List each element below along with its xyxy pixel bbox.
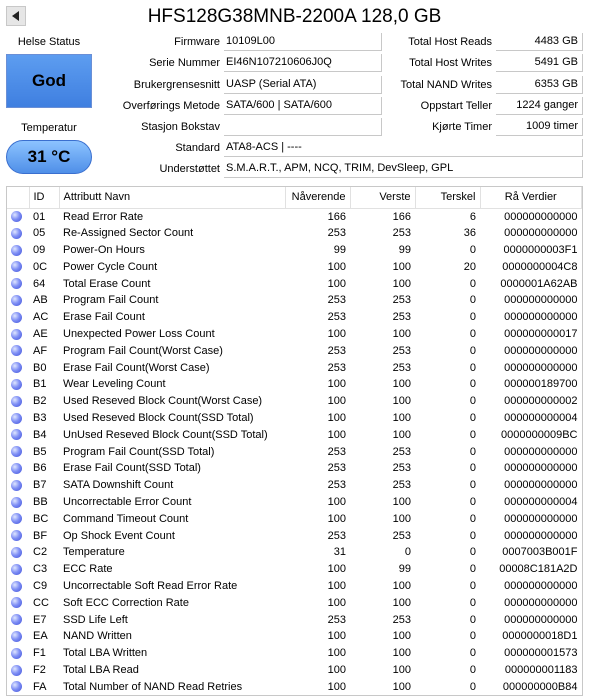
attribute-worst: 100 <box>392 378 411 391</box>
status-good-icon <box>11 295 22 306</box>
attribute-name: Program Fail Count(SSD Total) <box>63 445 215 458</box>
attribute-status-cell <box>7 225 29 242</box>
table-row[interactable] <box>7 611 582 628</box>
table-row[interactable] <box>7 628 582 645</box>
table-row[interactable] <box>7 443 582 460</box>
serial-number-label: Serie Nummer <box>149 57 220 69</box>
status-good-icon <box>11 379 22 390</box>
attribute-threshold: 0 <box>469 344 476 357</box>
attribute-current: 253 <box>327 462 346 475</box>
attribute-threshold: 0 <box>469 579 476 592</box>
attribute-worst: 100 <box>392 663 411 676</box>
attribute-status-cell <box>7 376 29 393</box>
attribute-status-cell <box>7 258 29 275</box>
status-good-icon <box>11 329 22 340</box>
attribute-raw-value: 000000000000 <box>504 227 578 240</box>
attribute-raw-value: 000000000000 <box>504 579 578 592</box>
table-row[interactable] <box>7 477 582 494</box>
attribute-current: 253 <box>327 294 346 307</box>
attribute-current: 100 <box>327 378 346 391</box>
table-row[interactable] <box>7 258 582 275</box>
attribute-threshold: 0 <box>469 378 476 391</box>
drive-title: HFS128G38MNB-2200A 128,0 GB <box>147 6 442 27</box>
attribute-worst: 166 <box>392 210 411 223</box>
total-host-writes-label: Total Host Writes <box>409 57 492 69</box>
attribute-id: 05 <box>33 227 46 240</box>
status-good-icon <box>11 463 22 474</box>
attribute-worst: 100 <box>392 680 411 693</box>
attribute-name: Op Shock Event Count <box>63 529 175 542</box>
attribute-worst: 100 <box>392 512 411 525</box>
attribute-id: EA <box>33 630 48 643</box>
attribute-current: 31 <box>333 546 346 559</box>
table-row[interactable] <box>7 410 582 427</box>
attribute-worst: 100 <box>392 327 411 340</box>
attribute-threshold: 0 <box>469 479 476 492</box>
attribute-status-cell <box>7 544 29 561</box>
attribute-current: 166 <box>327 210 346 223</box>
attribute-current: 100 <box>327 428 346 441</box>
table-row[interactable] <box>7 645 582 662</box>
attribute-id: C2 <box>33 546 48 559</box>
attribute-name: Total LBA Read <box>63 663 139 676</box>
status-good-icon <box>11 564 22 575</box>
attribute-threshold: 0 <box>469 563 476 576</box>
attribute-worst: 100 <box>392 630 411 643</box>
attribute-worst: 253 <box>392 613 411 626</box>
attribute-threshold: 0 <box>469 411 476 424</box>
attribute-id: C9 <box>33 579 48 592</box>
attribute-status-cell <box>7 460 29 477</box>
attribute-current: 100 <box>327 512 346 525</box>
table-row[interactable] <box>7 309 582 326</box>
attribute-worst: 100 <box>392 596 411 609</box>
drive-letter-field <box>224 118 382 136</box>
attribute-status-cell <box>7 208 29 225</box>
attribute-current: 99 <box>333 243 346 256</box>
attribute-current: 100 <box>327 596 346 609</box>
attribute-threshold: 0 <box>469 243 476 256</box>
attribute-worst: 253 <box>392 294 411 307</box>
table-row[interactable] <box>7 426 582 443</box>
attribute-threshold: 0 <box>469 647 476 660</box>
table-header-row <box>7 187 582 208</box>
attribute-threshold: 0 <box>469 512 476 525</box>
health-status-label: Helse Status <box>17 36 81 48</box>
attribute-raw-value: 00008C181A2D <box>499 563 578 576</box>
attribute-threshold: 36 <box>463 227 476 240</box>
attribute-name: Program Fail Count(Worst Case) <box>63 344 223 357</box>
attribute-status-cell <box>7 578 29 595</box>
attribute-raw-value: 0000000003F1 <box>503 243 578 256</box>
attribute-raw-value: 0000000004C8 <box>502 260 578 273</box>
attribute-worst: 100 <box>392 495 411 508</box>
attribute-name: Total Erase Count <box>63 277 151 290</box>
attribute-worst: 253 <box>392 227 411 240</box>
attribute-id: C3 <box>33 563 48 576</box>
status-good-icon <box>11 681 22 692</box>
attribute-current: 253 <box>327 529 346 542</box>
attribute-raw-value: 0000001A62AB <box>500 277 578 290</box>
status-good-icon <box>11 228 22 239</box>
status-good-icon <box>11 261 22 272</box>
attribute-name: Command Timeout Count <box>63 512 189 525</box>
raw-values-column-header[interactable]: Rå Verdier <box>480 187 582 208</box>
status-good-icon <box>11 446 22 457</box>
attribute-worst: 100 <box>392 277 411 290</box>
attribute-name: Program Fail Count <box>63 294 159 307</box>
attribute-raw-value: 000000000000 <box>504 210 578 223</box>
status-good-icon <box>11 547 22 558</box>
attribute-id: B3 <box>33 411 47 424</box>
attribute-id: 64 <box>33 277 46 290</box>
status-good-icon <box>11 597 22 608</box>
attribute-worst: 253 <box>392 344 411 357</box>
total-host-writes-field: 5491 GB <box>496 54 583 72</box>
attribute-current: 100 <box>327 395 346 408</box>
worst-column-header[interactable]: Verste <box>350 187 415 208</box>
attribute-id: BB <box>33 495 48 508</box>
attribute-raw-value: 000000000000 <box>504 462 578 475</box>
power-on-hours-label: Kjørte Timer <box>432 121 492 133</box>
status-good-icon <box>11 631 22 642</box>
attribute-worst: 100 <box>392 395 411 408</box>
transfer-mode-field: SATA/600 | SATA/600 <box>224 97 382 115</box>
attribute-status-cell <box>7 426 29 443</box>
attribute-raw-value: 000000001573 <box>504 647 578 660</box>
attribute-current: 100 <box>327 411 346 424</box>
attribute-name: Total Number of NAND Read Retries <box>63 680 243 693</box>
attribute-name: Temperature <box>63 546 125 559</box>
attribute-raw-value: 000000000000 <box>504 311 578 324</box>
attribute-threshold: 0 <box>469 428 476 441</box>
status-good-icon <box>11 614 22 625</box>
attribute-status-cell <box>7 527 29 544</box>
attribute-name: ECC Rate <box>63 563 113 576</box>
attribute-current: 253 <box>327 344 346 357</box>
standard-field: ATA8-ACS | ---- <box>224 139 583 157</box>
attribute-id: BF <box>33 529 48 542</box>
attribute-id: B5 <box>33 445 47 458</box>
firmware-field: 10109L00 <box>224 33 382 51</box>
attribute-name: Uncorrectable Soft Read Error Rate <box>63 579 238 592</box>
attribute-threshold: 0 <box>469 529 476 542</box>
power-on-count-label: Oppstart Teller <box>420 100 492 112</box>
attribute-status-cell <box>7 393 29 410</box>
attribute-raw-value: 000000000004 <box>504 411 578 424</box>
attribute-worst: 100 <box>392 647 411 660</box>
attribute-status-cell <box>7 594 29 611</box>
attribute-threshold: 0 <box>469 462 476 475</box>
attribute-worst: 0 <box>404 546 411 559</box>
attribute-id: E7 <box>33 613 47 626</box>
attribute-current: 253 <box>327 445 346 458</box>
attribute-id: F2 <box>33 663 46 676</box>
status-good-icon <box>11 513 22 524</box>
status-good-icon <box>11 429 22 440</box>
table-row[interactable] <box>7 376 582 393</box>
status-good-icon <box>11 396 22 407</box>
attribute-name: Soft ECC Correction Rate <box>63 596 189 609</box>
table-row[interactable] <box>7 494 582 511</box>
attribute-status-cell <box>7 494 29 511</box>
features-field: S.M.A.R.T., APM, NCQ, TRIM, DevSleep, GPL <box>224 160 583 178</box>
attribute-raw-value: 000000000B84 <box>502 680 578 693</box>
attribute-id: AB <box>33 294 48 307</box>
attribute-worst: 253 <box>392 462 411 475</box>
attribute-name: Power-On Hours <box>63 243 145 256</box>
attribute-name: Total LBA Written <box>63 647 148 660</box>
attribute-worst: 100 <box>392 579 411 592</box>
table-row[interactable] <box>7 326 582 343</box>
attribute-id: 09 <box>33 243 46 256</box>
attribute-worst: 253 <box>392 361 411 374</box>
attribute-threshold: 0 <box>469 327 476 340</box>
health-status-badge[interactable]: God <box>6 54 92 108</box>
table-row[interactable] <box>7 275 582 292</box>
attribute-raw-value: 000000000000 <box>504 529 578 542</box>
attribute-current: 100 <box>327 327 346 340</box>
attribute-raw-value: 000000000000 <box>504 445 578 458</box>
attribute-id: 01 <box>33 210 46 223</box>
attribute-raw-value: 000000001183 <box>504 663 578 676</box>
attribute-threshold: 20 <box>463 260 476 273</box>
attribute-id: AE <box>33 327 48 340</box>
attribute-raw-value: 000000000000 <box>504 596 578 609</box>
table-row[interactable] <box>7 225 582 242</box>
status-good-icon <box>11 278 22 289</box>
total-nand-writes-label: Total NAND Writes <box>400 79 492 91</box>
attribute-threshold: 0 <box>469 495 476 508</box>
attribute-threshold: 0 <box>469 395 476 408</box>
status-good-icon <box>11 413 22 424</box>
attribute-worst: 100 <box>392 260 411 273</box>
attribute-threshold: 0 <box>469 546 476 559</box>
attribute-raw-value: 000000000017 <box>504 327 578 340</box>
attribute-raw-value: 000000000000 <box>504 344 578 357</box>
attribute-id: BC <box>33 512 49 525</box>
attribute-raw-value: 000000000002 <box>504 395 578 408</box>
attribute-current: 100 <box>327 563 346 576</box>
status-good-icon <box>11 345 22 356</box>
features-label: Understøttet <box>159 163 220 175</box>
status-good-icon <box>11 581 22 592</box>
attribute-name: Erase Fail Count(SSD Total) <box>63 462 201 475</box>
table-row[interactable] <box>7 527 582 544</box>
attribute-name: Re-Assigned Sector Count <box>63 227 194 240</box>
attribute-id: B6 <box>33 462 47 475</box>
attribute-current: 100 <box>327 680 346 693</box>
attribute-id: B4 <box>33 428 47 441</box>
attribute-threshold: 0 <box>469 311 476 324</box>
attribute-id: FA <box>33 680 47 693</box>
interface-field: UASP (Serial ATA) <box>224 76 382 94</box>
standard-label: Standard <box>175 142 220 154</box>
table-row[interactable] <box>7 678 582 695</box>
attribute-status-cell <box>7 342 29 359</box>
attribute-current: 100 <box>327 630 346 643</box>
attribute-id: F1 <box>33 647 46 660</box>
table-row[interactable] <box>7 561 582 578</box>
status-good-icon <box>11 530 22 541</box>
attribute-current: 253 <box>327 613 346 626</box>
attribute-raw-value: 0000000018D1 <box>502 630 578 643</box>
threshold-column-header[interactable]: Terskel <box>415 187 480 208</box>
attribute-threshold: 6 <box>469 210 476 223</box>
attribute-threshold: 0 <box>469 445 476 458</box>
attribute-current: 100 <box>327 495 346 508</box>
attribute-status-cell <box>7 309 29 326</box>
attribute-raw-value: 000000000000 <box>504 613 578 626</box>
total-host-reads-label: Total Host Reads <box>408 36 492 48</box>
attribute-threshold: 0 <box>469 663 476 676</box>
smart-attributes-table[interactable] <box>6 186 583 696</box>
attribute-threshold: 0 <box>469 361 476 374</box>
table-row[interactable] <box>7 292 582 309</box>
attribute-raw-value: 000000000004 <box>504 495 578 508</box>
attribute-raw-value: 000000189700 <box>504 378 578 391</box>
attribute-name: Uncorrectable Error Count <box>63 495 192 508</box>
table-row[interactable] <box>7 544 582 561</box>
attribute-id: B7 <box>33 479 47 492</box>
firmware-label: Firmware <box>174 36 220 48</box>
attribute-status-cell <box>7 326 29 343</box>
attribute-current: 253 <box>327 311 346 324</box>
attribute-current: 253 <box>327 361 346 374</box>
attribute-name: Wear Leveling Count <box>63 378 166 391</box>
attribute-worst: 253 <box>392 529 411 542</box>
attribute-current: 100 <box>327 663 346 676</box>
attribute-id: B2 <box>33 395 47 408</box>
attribute-status-cell <box>7 443 29 460</box>
attribute-name: Unexpected Power Loss Count <box>63 327 215 340</box>
attribute-status-cell <box>7 662 29 679</box>
attribute-worst: 100 <box>392 411 411 424</box>
status-good-icon <box>11 211 22 222</box>
attribute-status-cell <box>7 628 29 645</box>
attribute-threshold: 0 <box>469 294 476 307</box>
attribute-current: 100 <box>327 260 346 273</box>
attribute-current: 100 <box>327 277 346 290</box>
status-good-icon <box>11 665 22 676</box>
table-row[interactable] <box>7 578 582 595</box>
attribute-current: 253 <box>327 227 346 240</box>
attribute-status-cell <box>7 410 29 427</box>
status-good-icon <box>11 480 22 491</box>
attribute-name: Power Cycle Count <box>63 260 158 273</box>
attribute-current: 253 <box>327 479 346 492</box>
drive-letter-label: Stasjon Bokstav <box>141 121 220 133</box>
attribute-name: Used Reseved Block Count(Worst Case) <box>63 395 263 408</box>
attribute-status-cell <box>7 359 29 376</box>
attribute-status-cell <box>7 275 29 292</box>
attribute-id: CC <box>33 596 49 609</box>
attribute-threshold: 0 <box>469 680 476 693</box>
attribute-raw-value: 0000000009BC <box>501 428 578 441</box>
table-row[interactable] <box>7 208 582 225</box>
temperature-badge[interactable]: 31 °C <box>6 140 92 174</box>
attribute-worst: 99 <box>398 243 411 256</box>
attribute-status-cell <box>7 561 29 578</box>
attribute-name: UnUsed Reseved Block Count(SSD Total) <box>63 428 268 441</box>
status-good-icon <box>11 362 22 373</box>
attribute-raw-value: 0007003B001F <box>502 546 578 559</box>
status-column-header[interactable] <box>7 187 29 208</box>
table-row[interactable] <box>7 342 582 359</box>
attribute-worst: 99 <box>398 563 411 576</box>
current-column-header[interactable]: Nåverende <box>285 187 350 208</box>
power-on-count-field: 1224 ganger <box>496 97 583 115</box>
attribute-current: 100 <box>327 579 346 592</box>
power-on-hours-field: 1009 timer <box>496 118 583 136</box>
attribute-raw-value: 000000000000 <box>504 479 578 492</box>
attribute-threshold: 0 <box>469 613 476 626</box>
attribute-raw-value: 000000000000 <box>504 294 578 307</box>
attribute-id: 0C <box>33 260 48 273</box>
attribute-worst: 253 <box>392 445 411 458</box>
temperature-label: Temperatur <box>21 122 77 134</box>
attribute-status-cell <box>7 477 29 494</box>
id-column-header[interactable]: ID <box>29 187 59 208</box>
table-row[interactable] <box>7 359 582 376</box>
attribute-threshold: 0 <box>469 277 476 290</box>
table-row[interactable] <box>7 510 582 527</box>
attribute-id: B1 <box>33 378 47 391</box>
attribute-worst: 100 <box>392 428 411 441</box>
attribute-id: AF <box>33 344 48 357</box>
status-good-icon <box>11 245 22 256</box>
status-good-icon <box>11 312 22 323</box>
attribute-id: AC <box>33 311 49 324</box>
total-host-reads-field: 4483 GB <box>496 33 583 51</box>
attribute-name: NAND Written <box>63 630 132 643</box>
attribute-id: B0 <box>33 361 47 374</box>
transfer-mode-label: Overførings Metode <box>122 100 220 112</box>
total-nand-writes-field: 6353 GB <box>496 76 583 94</box>
interface-label: Brukergrensesnitt <box>133 79 220 91</box>
attribute-status-cell <box>7 645 29 662</box>
attribute-status-cell <box>7 510 29 527</box>
attribute-name: SATA Downshift Count <box>63 479 174 492</box>
attribute-name: Read Error Rate <box>63 210 144 223</box>
attribute-name: Erase Fail Count(Worst Case) <box>63 361 210 374</box>
attribute-status-cell <box>7 678 29 695</box>
serial-number-field: EI46N107210606J0Q <box>224 54 382 72</box>
table-row[interactable] <box>7 460 582 477</box>
table-row[interactable] <box>7 594 582 611</box>
attribute-raw-value: 000000000000 <box>504 512 578 525</box>
attribute-name: SSD Life Left <box>63 613 128 626</box>
attribute-threshold: 0 <box>469 596 476 609</box>
attribute-name: Used Reseved Block Count(SSD Total) <box>63 411 254 424</box>
attribute-current: 100 <box>327 647 346 660</box>
attribute-status-cell <box>7 242 29 259</box>
table-row[interactable] <box>7 662 582 679</box>
attribute-threshold: 0 <box>469 630 476 643</box>
attribute-worst: 253 <box>392 311 411 324</box>
attribute-worst: 253 <box>392 479 411 492</box>
name-column-header[interactable]: Attributt Navn <box>59 187 285 208</box>
attribute-status-cell <box>7 611 29 628</box>
status-good-icon <box>11 497 22 508</box>
attribute-raw-value: 000000000000 <box>504 361 578 374</box>
attribute-name: Erase Fail Count <box>63 311 145 324</box>
attribute-status-cell <box>7 292 29 309</box>
table-row[interactable] <box>7 242 582 259</box>
table-row[interactable] <box>7 393 582 410</box>
status-good-icon <box>11 648 22 659</box>
